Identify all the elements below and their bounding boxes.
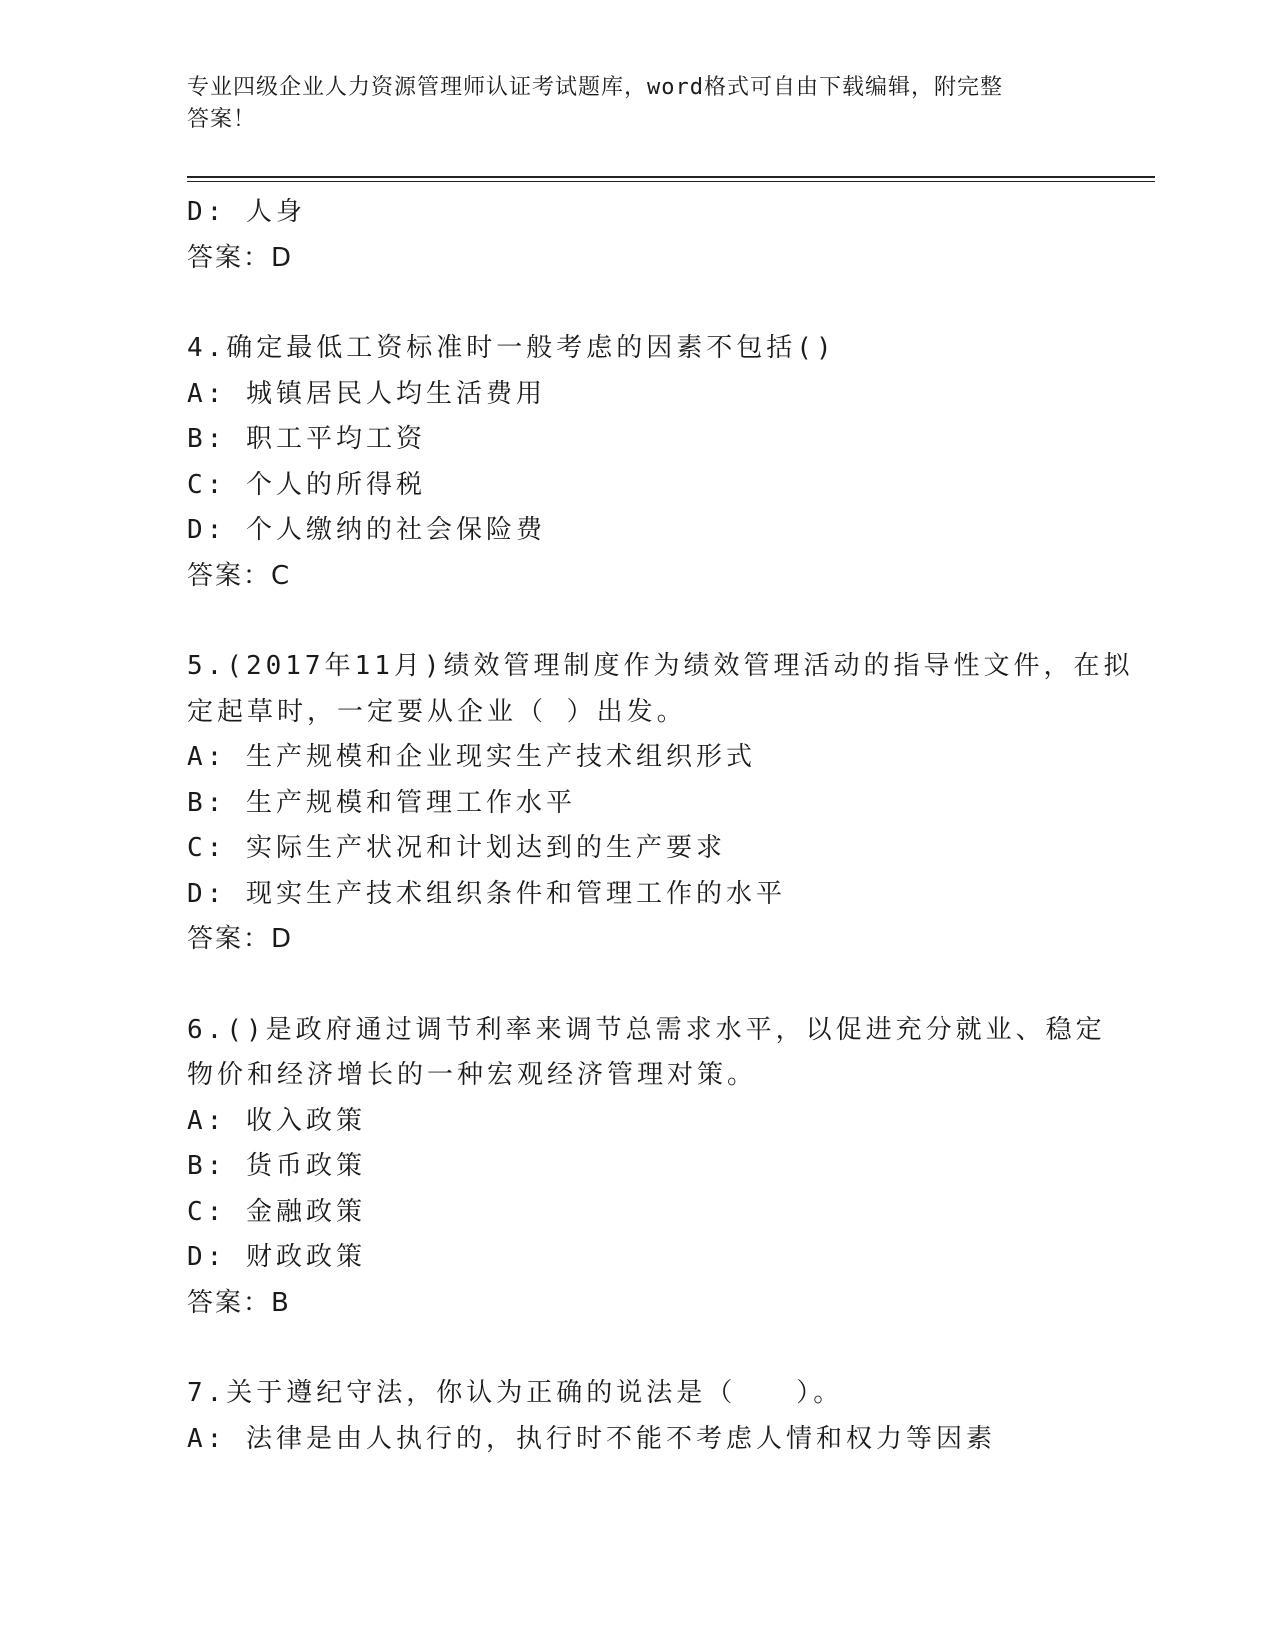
option-a: A: 收入政策: [187, 1105, 366, 1136]
header-line-1: 专业四级企业人力资源管理师认证考试题库，word格式可自由下载编辑，附完整: [187, 75, 1003, 100]
option-b: B: 职工平均工资: [187, 424, 426, 454]
option-b: B: 生产规模和管理工作水平: [187, 787, 576, 818]
question-6: [187, 1008, 1106, 1327]
option-a: A: 城镇居民人均生活费用: [187, 378, 546, 409]
question-stem-line-1: 5.(2017年11月)绩效管理制度作为绩效管理活动的指导性文件，在拟: [187, 651, 1134, 681]
question-stem-line-2: 物价和经济增长的一种宏观经济管理对策。: [187, 1060, 758, 1090]
option-d: D: 人身: [187, 197, 306, 227]
option-a: A: 法律是由人执行的，执行时不能不考虑人情和权力等因素: [187, 1423, 996, 1454]
spacer: [187, 963, 1087, 1008]
answer-line: 答案：B: [187, 1287, 291, 1318]
option-d: D: 个人缴纳的社会保险费: [187, 515, 546, 545]
question-stem-line-2: 定起草时，一定要从企业（ ）出发。: [187, 696, 687, 727]
option-c: C: 个人的所得税: [187, 469, 426, 500]
option-d: D: 现实生产技术组织条件和管理工作的水平: [187, 878, 786, 909]
answer-line: 答案：D: [187, 242, 294, 273]
option-c: C: 金融政策: [187, 1196, 366, 1227]
question-5: [187, 644, 1134, 963]
header-divider: [187, 176, 1155, 182]
question-stem: 7.关于遵纪守法，你认为正确的说法是（ ）。: [187, 1378, 844, 1408]
question-4: [187, 326, 1087, 599]
question-7: [187, 1371, 1087, 1462]
option-b: B: 货币政策: [187, 1151, 366, 1181]
spacer: [187, 1326, 1087, 1371]
question-stem: 4.确定最低工资标准时一般考虑的因素不包括(): [187, 333, 836, 363]
document-header: [187, 72, 1067, 136]
spacer: [187, 281, 1087, 326]
option-d: D: 财政政策: [187, 1242, 366, 1272]
question-3-tail: [187, 190, 1087, 281]
answer-line: 答案：D: [187, 924, 294, 954]
header-line-2: 答案！: [187, 107, 257, 132]
question-list: [187, 190, 1134, 1462]
question-stem-line-1: 6.()是政府通过调节利率来调节总需求水平，以促进充分就业、稳定: [187, 1014, 1106, 1045]
spacer: [187, 599, 1087, 644]
option-a: A: 生产规模和企业现实生产技术组织形式: [187, 742, 756, 772]
answer-line: 答案：C: [187, 560, 292, 591]
option-c: C: 实际生产状况和计划达到的生产要求: [187, 833, 726, 863]
